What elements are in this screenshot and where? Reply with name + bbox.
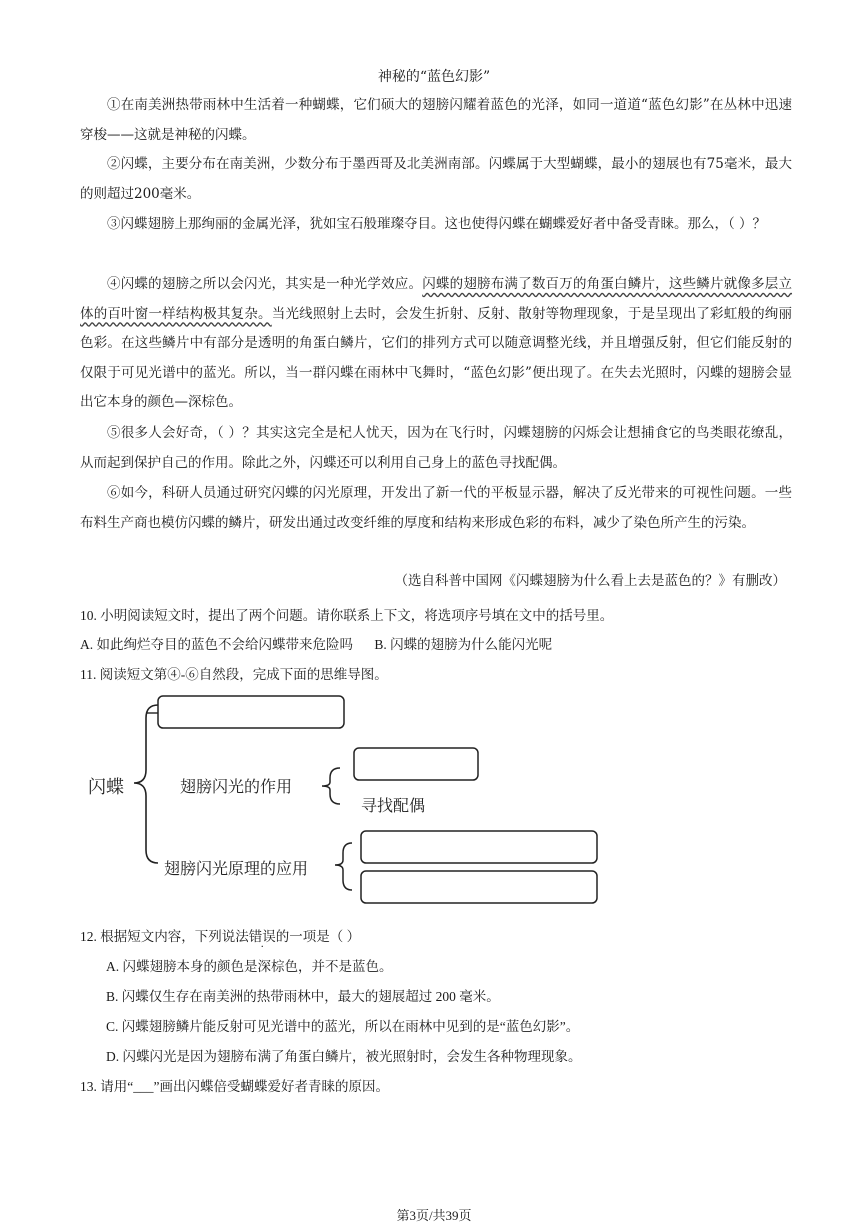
page-number: 第3页/共39页 bbox=[396, 1208, 472, 1223]
question-11-stem: 11. 阅读短文第④-⑥自然段，完成下面的思维导图。 bbox=[80, 667, 388, 682]
mind-map-blank-box-2 bbox=[354, 748, 478, 780]
paragraph-4-rest: 当光线照射上去时，会发生折射、反射、散射等物理现象，于是呈现出了彩虹般的绚丽色彩。在这些鳞片中有部分是透明的角蛋白鳞片，它们的排列方式可以随意调整光线，并且增强反射，但它们能反射的仅限于可见光谱中的蓝光。所以，当一群闪蝶在雨林中飞舞时，“蓝色幻影”便出现了。在失去光照时，闪蝶的翅膀会显出它本身的颜色—深棕色。 bbox=[80, 305, 793, 410]
mind-map-branch-function: 翅膀闪光的作用 bbox=[180, 777, 293, 796]
paragraph-2: ②闪蝶，主要分布在南美洲，少数分布于墨西哥及北美洲南部。闪蝶属于大型蝴蝶，最小的翅展也有75毫米，最大的则超过200毫米。 bbox=[80, 156, 792, 202]
emphasis-wrong: 错误 bbox=[248, 929, 276, 944]
mind-map-blank-box-1 bbox=[158, 696, 344, 728]
question-13-stem: 13. 请用“___”画出闪蝶倍受蝴蝶爱好者青睐的原因。 bbox=[80, 1079, 389, 1094]
question-12-option-b: B. 闪蝶仅生存在南美洲的热带雨林中，最大的翅展超过 200 毫米。 bbox=[106, 989, 500, 1004]
question-10-option-a: A. 如此绚烂夺目的蓝色不会给闪蝶带来危险吗 bbox=[80, 637, 353, 652]
question-12-stem: 12. 根据短文内容，下列说法错误的一项是（ ） bbox=[80, 929, 361, 944]
paragraph-4-wavy-underlined: 闪蝶的翅膀布满了数百万的角蛋白鳞片，这些鳞片就像多层立体的百叶窗一样结构极其复杂。 bbox=[80, 276, 793, 322]
question-12-option-c: C. 闪蝶翅膀鳞片能反射可见光谱中的蓝光，所以在雨林中见到的是“蓝色幻影”。 bbox=[106, 1019, 580, 1034]
passage-title: 神秘的“蓝色幻影” bbox=[377, 69, 491, 85]
paragraph-6: ⑥如今，科研人员通过研究闪蝶的闪光原理，开发出了新一代的平板显示器，解决了反光带来的可视性问题。一些布料生产商也模仿闪蝶的鳞片，研发出通过改变纤维的厚度和结构来形成色彩的布料，减少了染色所产生的污染。 bbox=[80, 485, 792, 531]
mind-map-function-brace bbox=[322, 768, 340, 804]
mind-map-root: 闪蝶 bbox=[88, 777, 124, 798]
mind-map-application-brace bbox=[335, 843, 352, 890]
mind-map-blank-box-4 bbox=[361, 871, 597, 903]
mind-map-leaf-find-mate: 寻找配偶 bbox=[361, 796, 426, 815]
mind-map-blank-box-3 bbox=[361, 831, 597, 863]
question-10-stem: 10. 小明阅读短文时，提出了两个问题。请你联系上下文，将选项序号填在文中的括号里。 bbox=[80, 608, 614, 623]
mind-map-branch-application: 翅膀闪光原理的应用 bbox=[164, 859, 309, 878]
paragraph-5: ⑤很多人会好奇，（ ）？其实这完全是杞人忧天，因为在飞行时，闪蝶翅膀的闪烁会让想捕食它的鸟类眼花缭乱，从而起到保护自己的作用。除此之外，闪蝶还可以利用自己身上的蓝色寻找配偶。 bbox=[80, 425, 792, 471]
mind-map-root-brace bbox=[134, 705, 158, 863]
question-12-option-d: D. 闪蝶闪光是因为翅膀布满了角蛋白鳞片，被光照射时，会发生各种物理现象。 bbox=[106, 1049, 582, 1064]
question-10-option-b: B. 闪蝶的翅膀为什么能闪光呢 bbox=[374, 637, 553, 652]
paragraph-4-intro: ④闪蝶的翅膀之所以会闪光，其实是一种光学效应。 bbox=[107, 276, 423, 292]
question-12-option-a: A. 闪蝶翅膀本身的颜色是深棕色，并不是蓝色。 bbox=[106, 959, 393, 974]
paragraph-3: ③闪蝶翅膀上那绚丽的金属光泽，犹如宝石般璀璨夺目。这也使得闪蝶在蝴蝶爱好者中备受青睐。那么，（ ）？ bbox=[107, 216, 767, 232]
underline-sample: ___ bbox=[133, 1079, 154, 1094]
paragraph-1: ①在南美洲热带雨林中生活着一种蝴蝶，它们硕大的翅膀闪耀着蓝色的光泽，如同一道道“蓝色幻影”在丛林中迅速穿梭——这就是神秘的闪蝶。 bbox=[80, 97, 792, 143]
source-citation: （选自科普中国网《闪蝶翅膀为什么看上去是蓝色的？》有删改） bbox=[394, 573, 786, 589]
